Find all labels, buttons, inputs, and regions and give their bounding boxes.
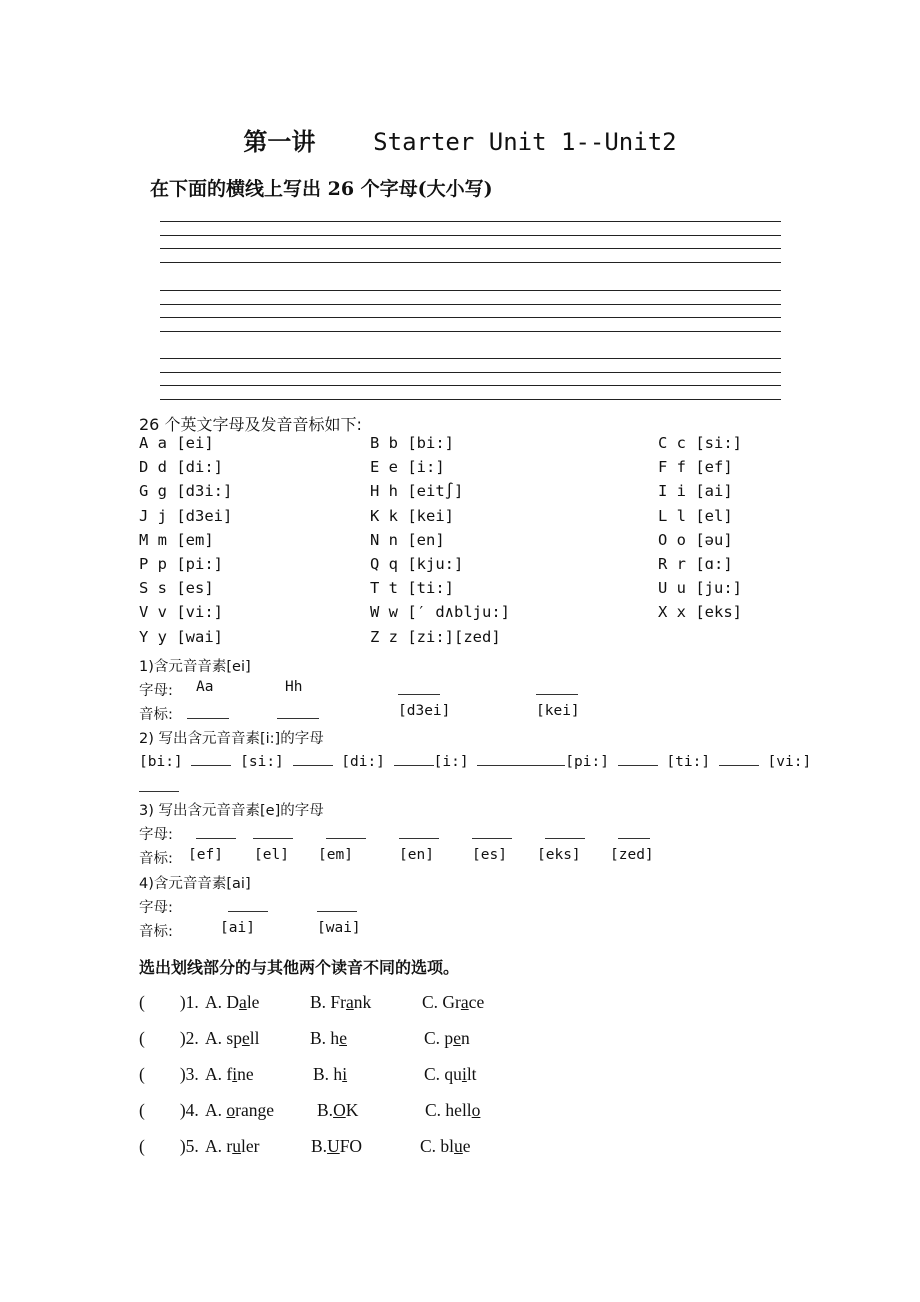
alphabet-entry: D d [di:] (139, 458, 223, 477)
ex1-phon-blank[interactable] (277, 704, 319, 724)
alphabet-row (139, 482, 759, 506)
title-chinese: 第一讲 (243, 128, 316, 156)
ex4-title: 4)含元音音素[ai] (139, 876, 251, 892)
ex3-phonetic: [el] (254, 847, 289, 863)
ex4-letters-label: 字母: (139, 900, 173, 916)
ex3-letter-blank[interactable] (326, 824, 366, 844)
ex4-letter-blank[interactable] (317, 897, 357, 917)
ex1-letters-label: 字母: (139, 683, 173, 699)
alphabet-entry: V v [vi:] (139, 603, 223, 622)
answer-paren[interactable]: ( )3. (139, 1064, 199, 1084)
alphabet-row (139, 579, 759, 603)
ex4-phon-label: 音标: (139, 924, 173, 940)
writing-line (160, 221, 781, 222)
writing-line (160, 262, 781, 263)
ex2-item: [ti:] (666, 754, 711, 770)
mc-question (139, 1136, 471, 1262)
ex3-phonetic: [en] (399, 847, 434, 863)
alphabet-entry: R r [ɑ:] (658, 554, 733, 573)
alphabet-entry: B b [bi:] (370, 434, 454, 452)
alphabet-entry: X x [eks] (658, 603, 742, 622)
alphabet-entry: T t [ti:] (370, 579, 454, 598)
writing-line (160, 235, 781, 236)
option-b: B. Frank (310, 992, 372, 1012)
ex3-letter-blank[interactable] (472, 824, 512, 844)
ex1-title: 1)含元音音素[ei] (139, 659, 251, 675)
ex3-letter-blank[interactable] (399, 824, 439, 844)
ex1-letter-blank[interactable] (536, 680, 578, 700)
option-b: B. he (310, 1028, 347, 1048)
ex2-wrap-blank[interactable] (139, 777, 179, 797)
alphabet-entry: C c [si:] (658, 434, 742, 452)
alphabet-entry: H h [eit∫] (370, 482, 464, 501)
option-a: A. fine (205, 1064, 254, 1084)
alphabet-entry: Q q [kju:] (370, 554, 464, 573)
ex3-phonetic: [es] (472, 847, 507, 863)
ex3-letter-blank[interactable] (196, 824, 236, 844)
alphabet-entry: A a [ei] (139, 434, 214, 452)
ex1-letter: Aa (196, 679, 214, 695)
ex3-phon-label: 音标: (139, 851, 173, 867)
alphabet-entry: G g [d3i:] (139, 482, 233, 501)
writing-line (160, 358, 781, 359)
ex2-blank[interactable] (394, 751, 434, 766)
option-c: C. hello (425, 1100, 481, 1120)
alphabet-table (139, 434, 759, 652)
alphabet-row (139, 507, 759, 531)
title-english: Starter Unit 1--Unit2 (373, 128, 677, 156)
ex3-phonetic: [zed] (610, 847, 654, 863)
ex3-letters-label: 字母: (139, 827, 173, 843)
page-title (0, 122, 920, 157)
alphabet-heading: 26 个英文字母及发音音标如下: (139, 415, 362, 434)
writing-lines-group-2 (160, 290, 781, 344)
option-b: B. hi (313, 1064, 348, 1084)
ex2-item: [si:] (240, 754, 284, 770)
ex2-item: [i:] (433, 754, 469, 770)
option-a: A. orange (205, 1100, 275, 1120)
ex1-phonetic: [kei] (536, 703, 580, 719)
alphabet-entry: S s [es] (139, 579, 214, 598)
answer-paren[interactable]: ( )2. (139, 1028, 199, 1048)
alphabet-row (139, 434, 759, 458)
ex3-letter-blank[interactable] (253, 824, 293, 844)
writing-lines-group-3 (160, 358, 781, 412)
ex2-item: [di:] (341, 754, 385, 770)
ex2-item: [bi:] (139, 754, 183, 770)
ex2-blank[interactable] (719, 751, 759, 766)
answer-paren[interactable]: ( )4. (139, 1100, 199, 1120)
answer-paren[interactable]: ( )1. (139, 992, 199, 1012)
ex3-letter-blank[interactable] (618, 824, 650, 844)
ex1-phon-label: 音标: (139, 707, 173, 723)
ex2-line (139, 751, 811, 770)
ex2-blank[interactable] (618, 751, 658, 766)
writing-line (160, 317, 781, 318)
ex3-phonetic: [ef] (188, 847, 223, 863)
ex3-phonetic: [em] (318, 847, 353, 863)
writing-line (160, 290, 781, 291)
alphabet-row (139, 555, 759, 579)
ex1-letter: Hh (285, 679, 303, 695)
option-b: B.OK (317, 1100, 359, 1120)
ex3-letter-blank[interactable] (545, 824, 585, 844)
option-c: C. blue (420, 1136, 471, 1156)
option-a: A. spell (205, 1028, 260, 1048)
option-b: B.UFO (311, 1136, 363, 1156)
option-a: A. ruler (205, 1136, 260, 1156)
ex2-title: 2) 写出含元音音素[i:]的字母 (139, 731, 324, 747)
alphabet-entry: E e [i:] (370, 458, 445, 477)
writing-line (160, 248, 781, 249)
alphabet-entry: Y y [wai] (139, 627, 223, 646)
alphabet-entry: L l [el] (658, 506, 733, 525)
ex3-phonetic: [eks] (537, 847, 581, 863)
alphabet-row (139, 603, 759, 627)
ex4-phonetic: [wai] (317, 920, 361, 936)
writing-line (160, 399, 781, 400)
alphabet-entry: I i [ai] (658, 482, 733, 501)
writing-line (160, 331, 781, 332)
ex1-phonetic: [d3ei] (398, 703, 451, 719)
alphabet-entry: O o [əu] (658, 530, 733, 549)
alphabet-entry: U u [ju:] (658, 579, 742, 598)
mc-heading: 选出划线部分的与其他两个读音不同的选项。 (139, 958, 460, 977)
ex3-title: 3) 写出含元音音素[e]的字母 (139, 803, 324, 819)
alphabet-row (139, 458, 759, 482)
alphabet-entry: F f [ef] (658, 458, 733, 477)
ex4-phonetic: [ai] (220, 920, 255, 936)
ex2-blank[interactable] (293, 751, 333, 766)
writing-lines-group-1 (160, 221, 781, 275)
alphabet-entry: J j [d3ei] (139, 506, 233, 525)
option-c: C. quilt (424, 1064, 477, 1084)
option-a: A. Dale (205, 992, 260, 1012)
writing-line (160, 385, 781, 386)
alphabet-entry: N n [en] (370, 530, 445, 549)
ex4-letter-blank[interactable] (228, 897, 268, 917)
alphabet-entry: M m [em] (139, 530, 214, 549)
alphabet-row (139, 628, 759, 652)
alphabet-entry: P p [pi:] (139, 554, 223, 573)
ex2-blank[interactable] (477, 751, 565, 766)
alphabet-entry: Z z [zi:][zed] (370, 627, 501, 646)
answer-paren[interactable]: ( )5. (139, 1136, 199, 1156)
writing-line (160, 304, 781, 305)
ex2-item: [vi:] (767, 754, 812, 770)
writing-instruction: 在下面的横线上写出 26 个字母(大小写) (150, 178, 493, 200)
writing-line (160, 372, 781, 373)
ex2-blank[interactable] (191, 751, 231, 766)
alphabet-row (139, 531, 759, 555)
ex1-letter-blank[interactable] (398, 680, 440, 700)
option-c: C. pen (424, 1028, 470, 1048)
option-c: C. Grace (422, 992, 485, 1012)
alphabet-entry: W w [′ d∧blju:] (370, 603, 510, 622)
ex1-phon-blank[interactable] (187, 704, 229, 724)
alphabet-entry: K k [kei] (370, 506, 454, 525)
ex2-item: [pi:] (565, 754, 609, 770)
